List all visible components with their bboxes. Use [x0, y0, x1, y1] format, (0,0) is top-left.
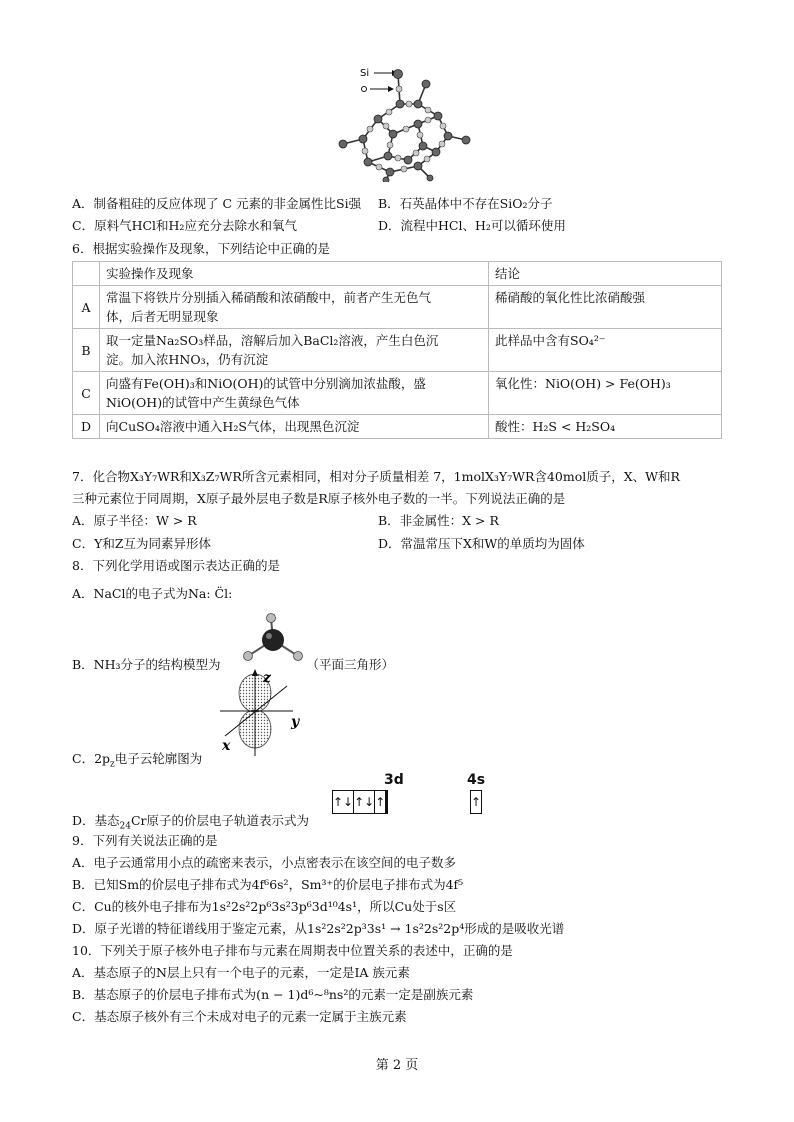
row-op-line2: 淀。加入浓HNO₃，仍有沉淀 — [106, 352, 269, 367]
axis-z-label: z — [263, 670, 271, 686]
q8-option-d-text: D．基态 — [72, 813, 120, 828]
table-row — [73, 286, 722, 329]
q8-option-b-note: （平面三角形） — [306, 657, 395, 672]
table-row — [73, 372, 722, 415]
table-header-conc: 结论 — [489, 262, 722, 286]
q6-experiment-table — [72, 261, 722, 439]
row-key: A — [73, 286, 100, 329]
label-3d: 3d — [384, 772, 404, 788]
orbital-box: ↑ — [471, 791, 482, 814]
table-header-row — [73, 262, 722, 286]
q8-option-c-text2: 电子云轮廓图为 — [114, 751, 203, 766]
q7-stem-line2: 三种元素位于同周期，X原子最外层电子数是R原子核外电子数的一半。下列说法正确的是 — [72, 491, 566, 506]
table-row — [73, 415, 722, 439]
q8-option-c — [72, 750, 202, 774]
q8-option-c-sub: z — [110, 759, 115, 770]
table-row — [73, 329, 722, 372]
q9-option-c: C．Cu的核外电子排布为1s²2s²2p⁶3s²3p⁶3d¹⁰4s¹，所以Cu处于s区 — [72, 899, 457, 914]
orbital-3d-boxes — [332, 790, 388, 814]
row-conclusion: 稀硝酸的氧化性比浓硝酸强 — [489, 286, 722, 329]
label-4s: 4s — [467, 772, 486, 788]
row-key: D — [73, 415, 100, 439]
q10-option-b: B．基态原子的价层电子排布式为(n − 1)d⁶~⁸ns²的元素一定是副族元素 — [72, 987, 474, 1002]
row-op-line1: 取一定量Na₂SO₃样品，溶解后加入BaCl₂溶液，产生白色沉 — [106, 333, 439, 348]
q5-option-a: A．制备粗硅的反应体现了 C 元素的非金属性比Si强 — [72, 196, 362, 211]
si-label: Si — [360, 68, 370, 79]
q9-option-d: D．原子光谱的特征谱线用于鉴定元素，从1s²2s²2p³3s¹ → 1s²2s²2p⁴形成的是吸收光谱 — [72, 921, 565, 936]
q5-option-c: C．原料气HCl和H₂应充分去除水和氧气 — [72, 218, 297, 233]
orbital-4s-box — [470, 790, 482, 814]
orbital-box: ↑↓ — [354, 791, 375, 814]
orbital-box: ↑ — [375, 791, 386, 814]
q8-option-b-text: B．NH₃分子的结构模型为 — [72, 657, 221, 672]
q9-option-b: B．已知Sm的价层电子排布式为4f⁶6s²，Sm³⁺的价层电子排布式为4f⁵ — [72, 877, 464, 892]
row-key: C — [73, 372, 100, 415]
row-op-line1: 常温下将铁片分别插入稀硝酸和浓硝酸中，前者产生无色气 — [106, 290, 432, 305]
q7-stem-line1: 7．化合物X₃Y₇WR和X₃Z₇WR所含元素相同，相对分子质量相差 7，1molX₃Y₇WR含40mol质子，X、W和R — [72, 469, 680, 484]
row-key: B — [73, 329, 100, 372]
q7-option-b: B．非金属性：X > R — [378, 513, 499, 528]
row-conclusion: 氧化性：NiO(OH) > Fe(OH)₃ — [489, 372, 722, 415]
q8-stem: 8．下列化学用语或图示表达正确的是 — [72, 558, 280, 573]
q8-option-c-text: C．2p — [72, 751, 111, 766]
silicon-crystal-figure — [318, 64, 478, 182]
row-op-line2: NiO(OH)的试管中产生黄绿色气体 — [106, 395, 300, 410]
row-op-line1: 向CuSO₄溶液中通入H₂S气体，出现黑色沉淀 — [106, 419, 360, 434]
q9-option-a: A．电子云通常用小点的疏密来表示，小点密表示在该空间的电子数多 — [72, 855, 457, 870]
orbital-box — [387, 791, 388, 814]
page-number: 第 2 页 — [375, 1058, 419, 1073]
q6-stem: 6．根据实验操作及现象，下列结论中正确的是 — [72, 241, 330, 256]
q8-option-d-sub: 24 — [119, 821, 131, 832]
q10-option-a: A．基态原子的N层上只有一个电子的元素，一定是ⅠA 族元素 — [72, 965, 410, 980]
table-header-op: 实验操作及现象 — [100, 262, 489, 286]
q5-option-b: B．石英晶体中不存在SiO₂分子 — [378, 196, 553, 211]
row-conclusion: 此样品中含有SO₄²⁻ — [489, 329, 722, 372]
q10-stem: 10．下列关于原子核外电子排布与元素在周期表中位置关系的表述中，正确的是 — [72, 943, 513, 958]
pz-orbital-figure — [215, 668, 315, 758]
q10-option-c: C．基态原子核外有三个未成对电子的元素一定属于主族元素 — [72, 1009, 407, 1024]
row-op-line2: 体，后者无明显现象 — [106, 309, 219, 324]
q8-option-d-text2: Cr原子的价层电子轨道表示式为 — [130, 813, 310, 828]
row-op-line1: 向盛有Fe(OH)₃和NiO(OH)的试管中分别滴加浓盐酸，盛 — [106, 376, 426, 391]
o-marker — [362, 87, 367, 92]
q9-stem: 9．下列有关说法正确的是 — [72, 833, 218, 848]
q7-option-a: A．原子半径：W > R — [72, 513, 197, 528]
axis-y-label: y — [291, 714, 300, 730]
q7-option-d: D．常温常压下X和W的单质均为固体 — [378, 536, 585, 551]
q8-option-a: A．NaCl的电子式为Na: C̈l: — [72, 586, 233, 601]
q5-option-d: D．流程中HCl、H₂可以循环使用 — [378, 218, 566, 233]
row-conclusion: 酸性：H₂S < H₂SO₄ — [489, 415, 722, 439]
orbital-box: ↑↓ — [333, 791, 354, 814]
axis-x-label: x — [222, 738, 231, 754]
q7-option-c: C．Y和Z互为同素异形体 — [72, 536, 212, 551]
